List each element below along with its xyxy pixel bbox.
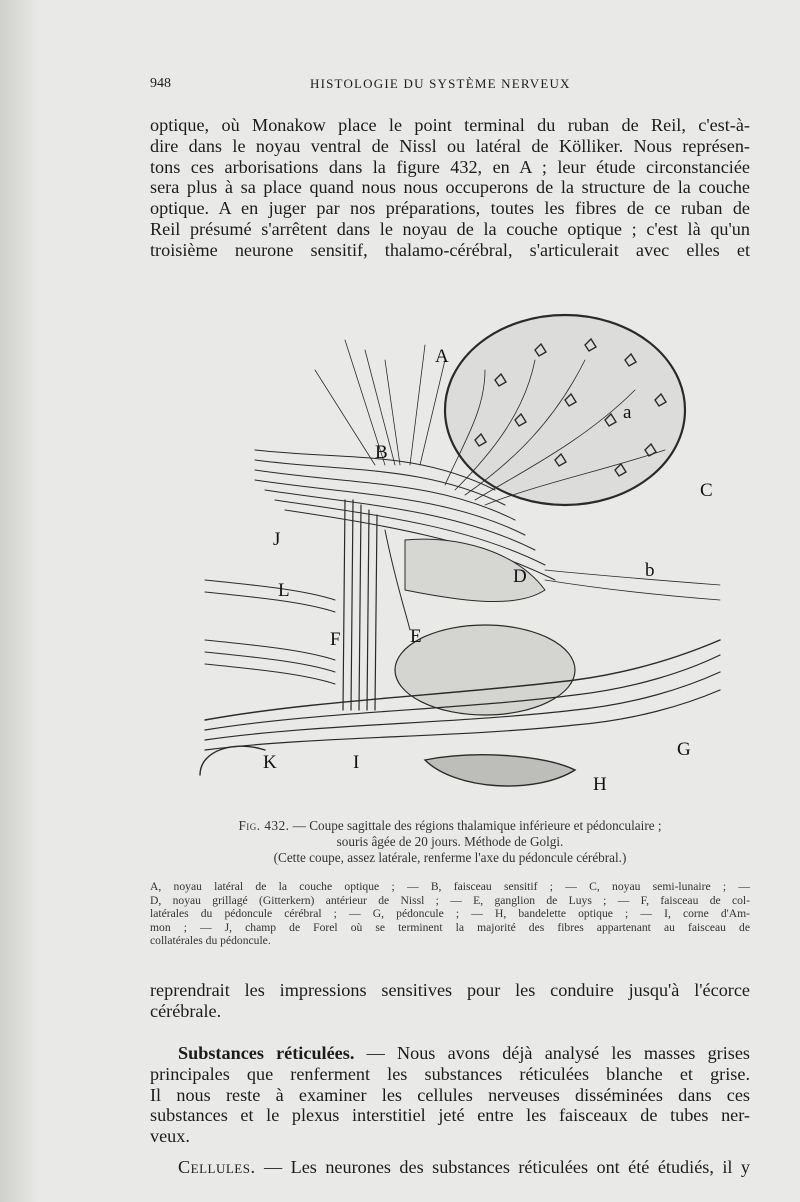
- text-line: substances et le plexus interstitiel jeté entre les faisceaux de tubes ner-: [150, 1105, 750, 1126]
- text-line: optique. A en juger par nos préparations, toutes les fibres de ce ruban de: [150, 198, 750, 219]
- figure-label-b: b: [645, 560, 655, 581]
- figure-label-H: H: [593, 774, 607, 795]
- text-span: — Nous avons déjà analysé les masses grises: [354, 1043, 750, 1063]
- figure-label-L: L: [278, 580, 290, 601]
- paragraph-4: [150, 1157, 750, 1178]
- text-line: [150, 1043, 750, 1064]
- figure-label-K: K: [263, 752, 277, 773]
- figure-label-F: F: [330, 629, 341, 650]
- text-line: troisième neurone sensitif, thalamo-cérébral, s'articulerait avec elles et: [150, 239, 750, 260]
- nucleus-outline: [445, 315, 685, 505]
- text-line: dire dans le noyau ventral de Nissl ou latéral de Kölliker. Nous représen-: [150, 135, 750, 156]
- figure-caption: [160, 818, 740, 866]
- caption-line-1: [160, 818, 740, 834]
- page-header: [150, 76, 750, 98]
- figure-label-D: D: [513, 566, 527, 587]
- figure-label-A: A: [435, 346, 449, 367]
- text-line: optique, où Monakow place le point terminal du ruban de Reil, c'est-à-: [150, 115, 750, 135]
- ganglion-outline: [395, 625, 575, 715]
- figure-label-G: G: [677, 739, 691, 760]
- subsection-heading: Cellules.: [178, 1157, 256, 1177]
- histology-figure: [195, 300, 725, 805]
- vertical-bundle: [343, 500, 345, 710]
- figure-label-E: E: [410, 626, 422, 647]
- section-heading: Substances réticulées.: [178, 1043, 355, 1063]
- text-line: cérébrale.: [150, 1000, 222, 1021]
- legend-line: mon ; — J, champ de Forel où se terminent la majorité des fibres appartenant au faisceau de: [150, 920, 750, 934]
- text-span: — Les neurones des substances réticulées ont été étudiés, il y: [255, 1157, 750, 1177]
- paragraph-3: [150, 1043, 750, 1147]
- figure-legend: [150, 880, 750, 948]
- figure-illustration: [195, 300, 725, 805]
- text-line: sera plus à sa place quand nous nous occuperons de la structure de la couche: [150, 177, 750, 198]
- text-line: principales que renferment les substances réticulées blanche et grise.: [150, 1063, 750, 1084]
- text-line: reprendrait les impressions sensitives pour les conduire jusqu'à l'écorce: [150, 980, 750, 1000]
- figure-label-B: B: [375, 442, 388, 463]
- text-line: Reil présumé s'arrêtent dans le noyau de la couche optique ; c'est là qu'un: [150, 218, 750, 239]
- text-line: tons ces arborisations dans la figure 432, en A ; leur étude circonstanciée: [150, 156, 750, 177]
- paragraph-2: [150, 980, 750, 1022]
- legend-line: D, noyau grillagé (Gitterkern) antérieur de Nissl ; — E, ganglion de Luys ; — F, faisceau de col-: [150, 893, 750, 907]
- caption-line-3: (Cette coupe, assez latérale, renferme l'axe du pédoncule cérébral.): [273, 850, 627, 865]
- legend-line: latérales du pédoncule cérébral ; — G, pédoncule ; — H, bandelette optique ; — I, corne d'Am-: [150, 907, 750, 921]
- page-number: 948: [150, 76, 171, 91]
- text-line: [150, 1157, 750, 1178]
- figure-label-C: C: [700, 480, 713, 501]
- figure-label-J: J: [273, 529, 281, 550]
- figure-label-a: a: [623, 402, 632, 423]
- legend-line: A, noyau latéral de la couche optique ; — B, faisceau sensitif ; — C, noyau semi-lunaire ; —: [150, 880, 750, 893]
- paragraph-1: [150, 115, 750, 261]
- caption-line-2: souris âgée de 20 jours. Méthode de Golgi.: [336, 834, 564, 849]
- figure-label-I: I: [353, 752, 360, 773]
- text-line: Il nous reste à examiner les cellules nerveuses disséminées dans ces: [150, 1084, 750, 1105]
- text-line: veux.: [150, 1126, 190, 1147]
- optic-tract: [425, 755, 575, 786]
- caption-figure-number: Fig. 432.: [238, 818, 290, 833]
- page-gutter-shadow: [0, 0, 40, 1202]
- legend-line: collatérales du pédoncule.: [150, 934, 271, 948]
- running-title: HISTOLOGIE DU SYSTÈME NERVEUX: [310, 76, 571, 91]
- caption-text: — Coupe sagittale des régions thalamique inférieure et pédonculaire ;: [289, 818, 662, 833]
